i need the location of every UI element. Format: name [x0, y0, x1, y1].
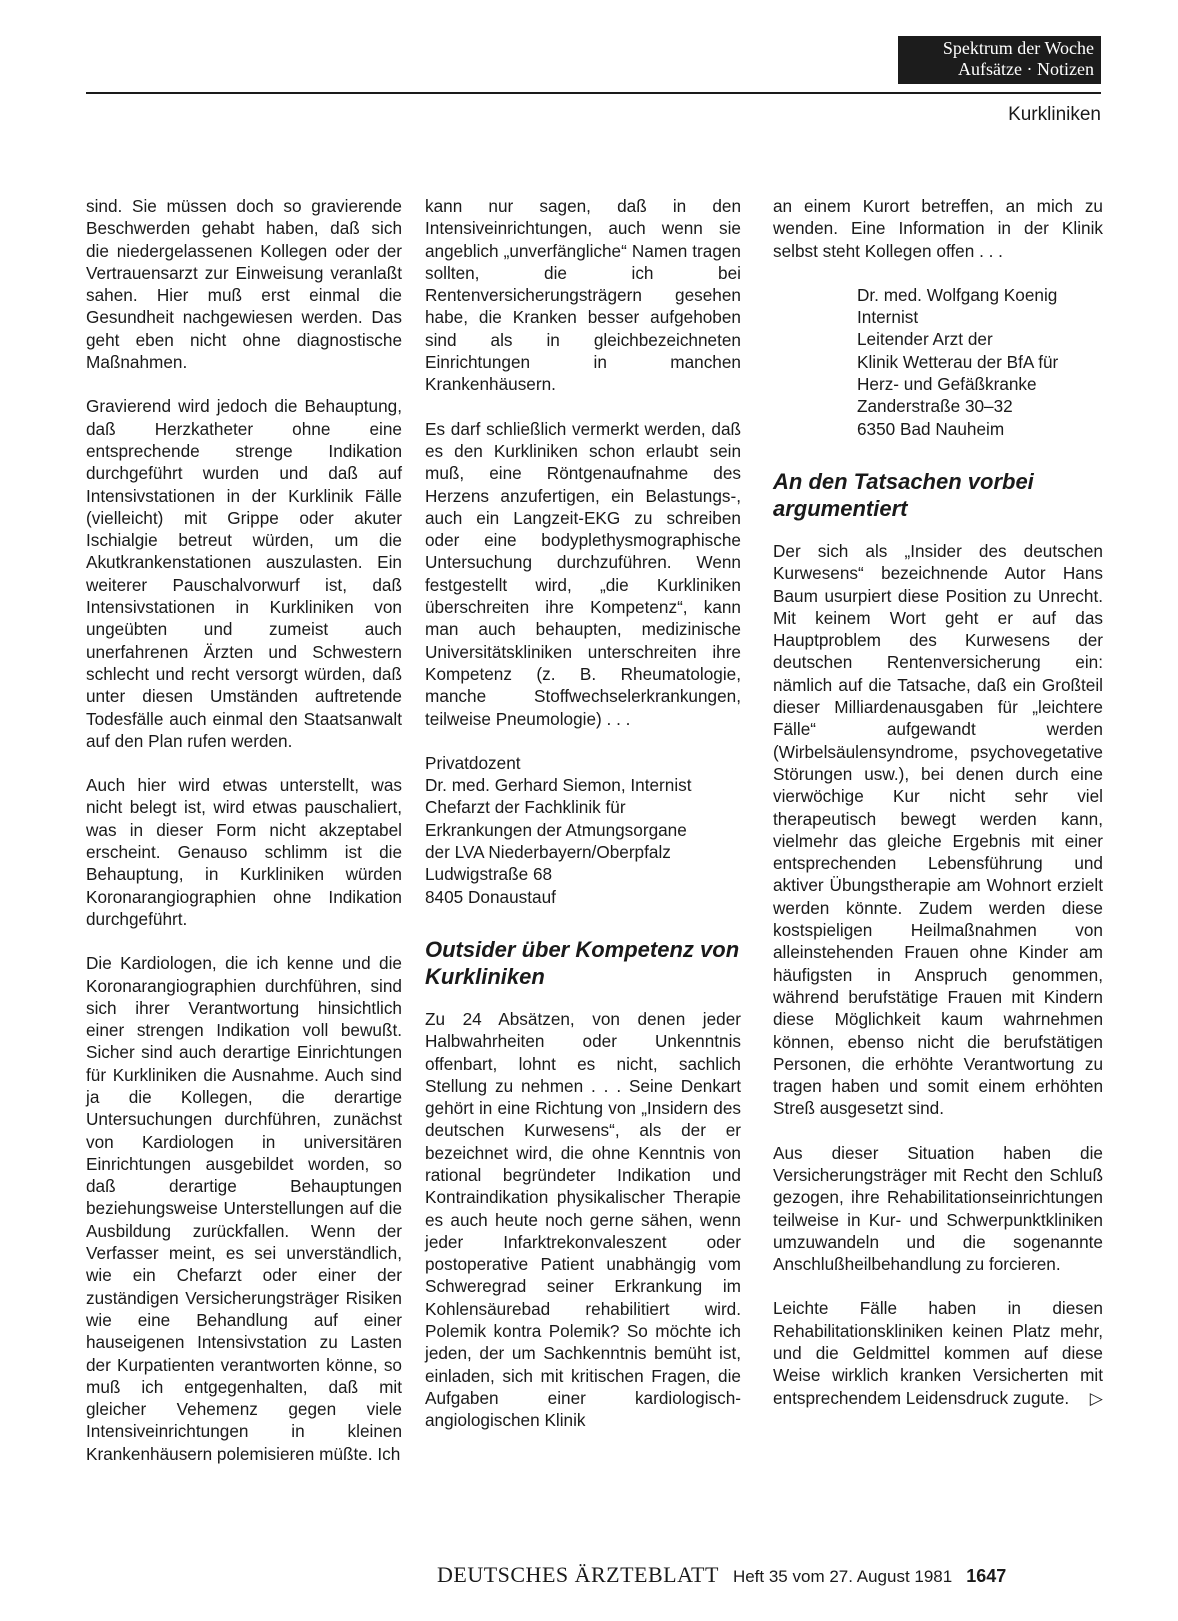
page-footer	[437, 1562, 1102, 1588]
article-heading: An den Tatsachen vorbei argumentiert	[773, 468, 1034, 521]
paragraph: Es darf schließlich vermerkt werden, daß es den Kurkliniken schon erlaubt sein muß, eine Röntgenaufnahme des Herzens anzufertigen, ein Belastungs-, auch ein Langzeit-EKG zu schreiben oder eine bodyplethysmographische Untersuchung durchzuführen. Wenn festgestellt wird, „die Kurkliniken überschreiten ihre Kompetenz“, kann man auch behaupten, medizinische Universitätskliniken unterschreiten ihre Kompetenz (z. B. Rheumatologie, manche Stoffwechselerkrankungen, teilweise Pneumologie) . . .	[425, 418, 741, 729]
paragraph: kann nur sagen, daß in den Intensiveinrichtungen, auch wenn sie angeblich „unverfängliche“ Namen tragen sollten, die ich bei Rentenversicherungsträgern gesehen habe, die Kranken besser aufgehoben sind als in gleichbezeichneten Einrichtungen in manchen Krankenhäusern.	[425, 196, 741, 395]
column-2	[425, 195, 741, 1432]
author-signature: Dr. med. Wolfgang Koenig Internist Leitender Arzt der Klinik Wetterau der BfA für Herz- und Gefäßkranke Zanderstraße 30–32 6350 Bad Nauheim	[857, 284, 1059, 439]
issue-info: Heft 35 vom 27. August 1981	[732, 1567, 953, 1586]
badge-line-1: Spektrum der Woche	[942, 38, 1094, 58]
paragraph	[773, 1297, 1103, 1408]
paragraph: Der sich als „Insider des deutschen Kurwesens“ bezeichnende Autor Hans Baum usurpiert diese Position zu Unrecht. Mit keinem Wort geht er auf das Hauptproblem des Kurwesens der deutschen Rentenversicherung ein: nämlich auf die Tatsache, daß ein Großteil dieser Milliardenausgaben für „leichtere Fälle“ aufgewandt werden (Wirbelsäulensyndrome, psychovegetative Störungen usw.), bei denen durch eine vierwöchige Kur nicht sehr viel therapeutisch bewegt werden kann, vielmehr das gleiche Ergebnis mit einer entsprechenden Lebensführung und aktiver Übungstherapie am Wohnort erzielt werden könnte. Zudem werden diese kostspieligen Heilmaßnahmen von alleinstehenden Frauen ohne Kinder am häufigsten in Anspruch genommen, während berufstätige Frauen mit Kindern diese Möglichkeit kaum wahrnehmen können, ebenso nicht die berufstätigen Personen, die erhöhte Verantwortung zu tragen haben und somit einem erhöhten Streß ausgesetzt sind.	[773, 540, 1103, 1119]
column-1	[86, 195, 402, 1465]
paragraph: Gravierend wird jedoch die Behauptung, daß Herzkatheter ohne eine entsprechende strenge Indikation durchgeführt wurden und daß auf Intensivstationen in der Kurklinik Fälle (vielleicht) mit Grippe oder akuter Ischialgie betreut würden, um die Akutkrankenstationen auszulasten. Ein weiterer Pauschalvorwurf ist, daß Intensivstationen in Kurkliniken von ungeübten und zumeist auch unerfahrenen Ärzten und Schwestern schlecht und recht versorgt würden, daß unter diesen Umständen auftretende Todesfälle auch einmal den Staatsanwalt auf den Plan rufen werden.	[86, 396, 402, 751]
section-badge	[898, 36, 1101, 84]
journal-name: DEUTSCHES ÄRZTEBLATT	[437, 1562, 719, 1587]
article-heading: Outsider über Kompetenz von Kurkliniken	[425, 936, 740, 989]
badge-line-2: Aufsätze · Notizen	[958, 59, 1094, 79]
column-3	[773, 195, 1103, 1409]
header-rule	[86, 92, 1101, 94]
paragraph: sind. Sie müssen doch so gravierende Beschwerden gehabt haben, daß sich die niedergelassenen Kollegen oder der Vertrauensarzt zur Einweisung veranlaßt sahen. Hier muß erst einmal die Gesundheit nachgewiesen werden. Das geht eben nicht ohne diagnostische Maßnahmen.	[86, 196, 402, 373]
paragraph: Auch hier wird etwas unterstellt, was nicht belegt ist, wird etwas pauschaliert, was in dieser Form nicht akzeptabel erscheint. Genauso schlimm ist die Behauptung, in Kurkliniken würden Koronarangiographien ohne Indikation durchgeführt.	[86, 775, 402, 929]
paragraph: Zu 24 Absätzen, von denen jeder Halbwahrheiten oder Unkenntnis offenbart, lohnt es nicht, sachlich Stellung zu nehmen . . . Seine Denkart gehört in eine Richtung von „Insidern des deutschen Kurwesens“, als der er bezeichnet wird, die ohne Kenntnis von rational begründeter Indikation und Kontraindikation physikalischer Therapie es auch heute noch gerne sähen, wenn jeder Infarktrekonvaleszent oder postoperative Patient unabhängig vom Schweregrad seiner Erkrankung im Kohlensäurebad rehabilitiert wird. Polemik kontra Polemik? So möchte ich jeden, der um Sachkenntnis bemüht ist, einladen, sich mit kritischen Fragen, die Aufgaben einer kardiologisch-angiologischen Klinik	[425, 1008, 741, 1431]
section-title: Kurkliniken	[1008, 104, 1101, 125]
paragraph: an einem Kurort betreffen, an mich zu wenden. Eine Information in der Klinik selbst steht Kollegen offen . . .	[773, 196, 1103, 261]
paragraph-text: Leichte Fälle haben in diesen Rehabilitationskliniken keinen Platz mehr, und die Geldmittel kommen auf diese Weise wirklich kranken Versicherten mit entsprechendem Leidensdruck zugute.	[773, 1298, 1103, 1408]
paragraph: Aus dieser Situation haben die Versicherungsträger mit Recht den Schluß gezogen, ihre Rehabilitationseinrichtungen teilweise in Kur- und Schwerpunktkliniken umzuwandeln und die sogenannte Anschlußheilbehandlung zu forcieren.	[773, 1142, 1103, 1275]
paragraph: Die Kardiologen, die ich kenne und die Koronarangiographien durchführen, sind sich ihrer Verantwortung hinsichtlich einer strengen Indikation voll bewußt. Sicher sind auch derartige Einrichtungen für Kurkliniken die Ausnahme. Auch sind ja die Kollegen, die derartige Untersuchungen durchführen, zunächst von Kardiologen in universitären Einrichtungen ausgebildet worden, so daß derartige Behauptungen beziehungsweise Unterstellungen auf die Ausbildung zurückfallen. Wenn der Verfasser meint, es sei unverständlich, wie ein Chefarzt oder einer der zuständigen Versicherungsträger Risiken wie eine Behandlung auf einer hauseigenen Intensivstation zu Lasten der Kurpatienten verantworten könne, so muß ich entgegenhalten, daß mit gleicher Vehemenz gegen viele Intensiveinrichtungen in kleinen Krankenhäusern polemisieren müßte. Ich	[86, 953, 402, 1464]
page-number: 1647	[966, 1566, 1007, 1586]
continue-arrow-icon: ▷	[1089, 1387, 1103, 1408]
author-signature: Privatdozent Dr. med. Gerhard Siemon, Internist Chefarzt der Fachklinik für Erkrankungen der Atmungsorgane der LVA Niederbayern/Oberpfalz Ludwigstraße 68 8405 Donaustauf	[425, 752, 692, 907]
